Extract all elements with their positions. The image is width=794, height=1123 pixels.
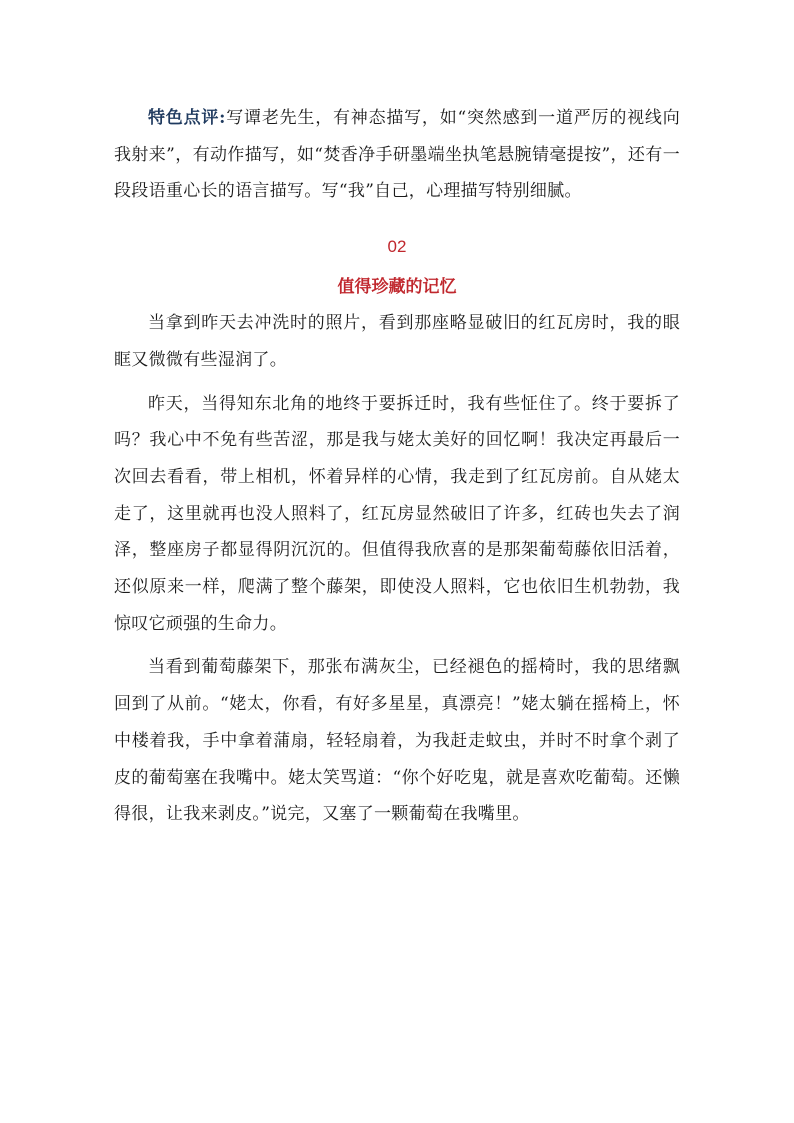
section-title: 值得珍藏的记忆 xyxy=(337,277,457,298)
document-page xyxy=(114,100,680,833)
body-paragraph-3: 当看到葡萄藤架下，那张布满灰尘，已经褪色的摇椅时，我的思绪飘回到了从前。“姥太，你看，有好多星星，真漂亮！”姥太躺在摇椅上，怀中楼着我，手中拿着蒲扇，轻轻扇着，为我赶走蚊虫，并时不时拿个剥了皮的葡萄塞在我嘴中。姥太笑骂道：“你个好吃鬼，就是喜欢吃葡萄。还懒得很，让我来剥皮。”说完，又塞了一颗葡萄在我嘴里。 xyxy=(114,657,680,825)
comment-label: 特色点评: xyxy=(148,108,226,128)
section-number: 02 xyxy=(387,237,407,257)
body-paragraph-1: 当拿到昨天去冲洗时的照片，看到那座略显破旧的红瓦房时，我的眼眶又微微有些湿润了。 xyxy=(114,313,680,370)
body-paragraph-2: 昨天，当得知东北角的地终于要拆迁时，我有些怔住了。终于要拆了吗？我心中不免有些苦涩，那是我与姥太美好的回忆啊！我决定再最后一次回去看看，带上相机，怀着异样的心情，我走到了红瓦房前。自从姥太走了，这里就再也没人照料了，红瓦房显然破旧了许多，红砖也失去了润泽，整座房子都显得阴沉沉的。但值得我欣喜的是那架葡萄藤依旧活着，还似原来一样，爬满了整个藤架，即使没人照料，它也依旧生机勃勃，我惊叹它顽强的生命力。 xyxy=(114,393,680,634)
comment-paragraph xyxy=(114,100,680,210)
comment-text: 写谭老先生，有神态描写，如“突然感到一道严厉的视线向我射来”，有动作描写，如“焚香净手研墨端坐执笔悬腕锖毫提按”，还有一段段语重心长的语言描写。写“我”自己，心理描写特别细腻。 xyxy=(114,108,680,202)
